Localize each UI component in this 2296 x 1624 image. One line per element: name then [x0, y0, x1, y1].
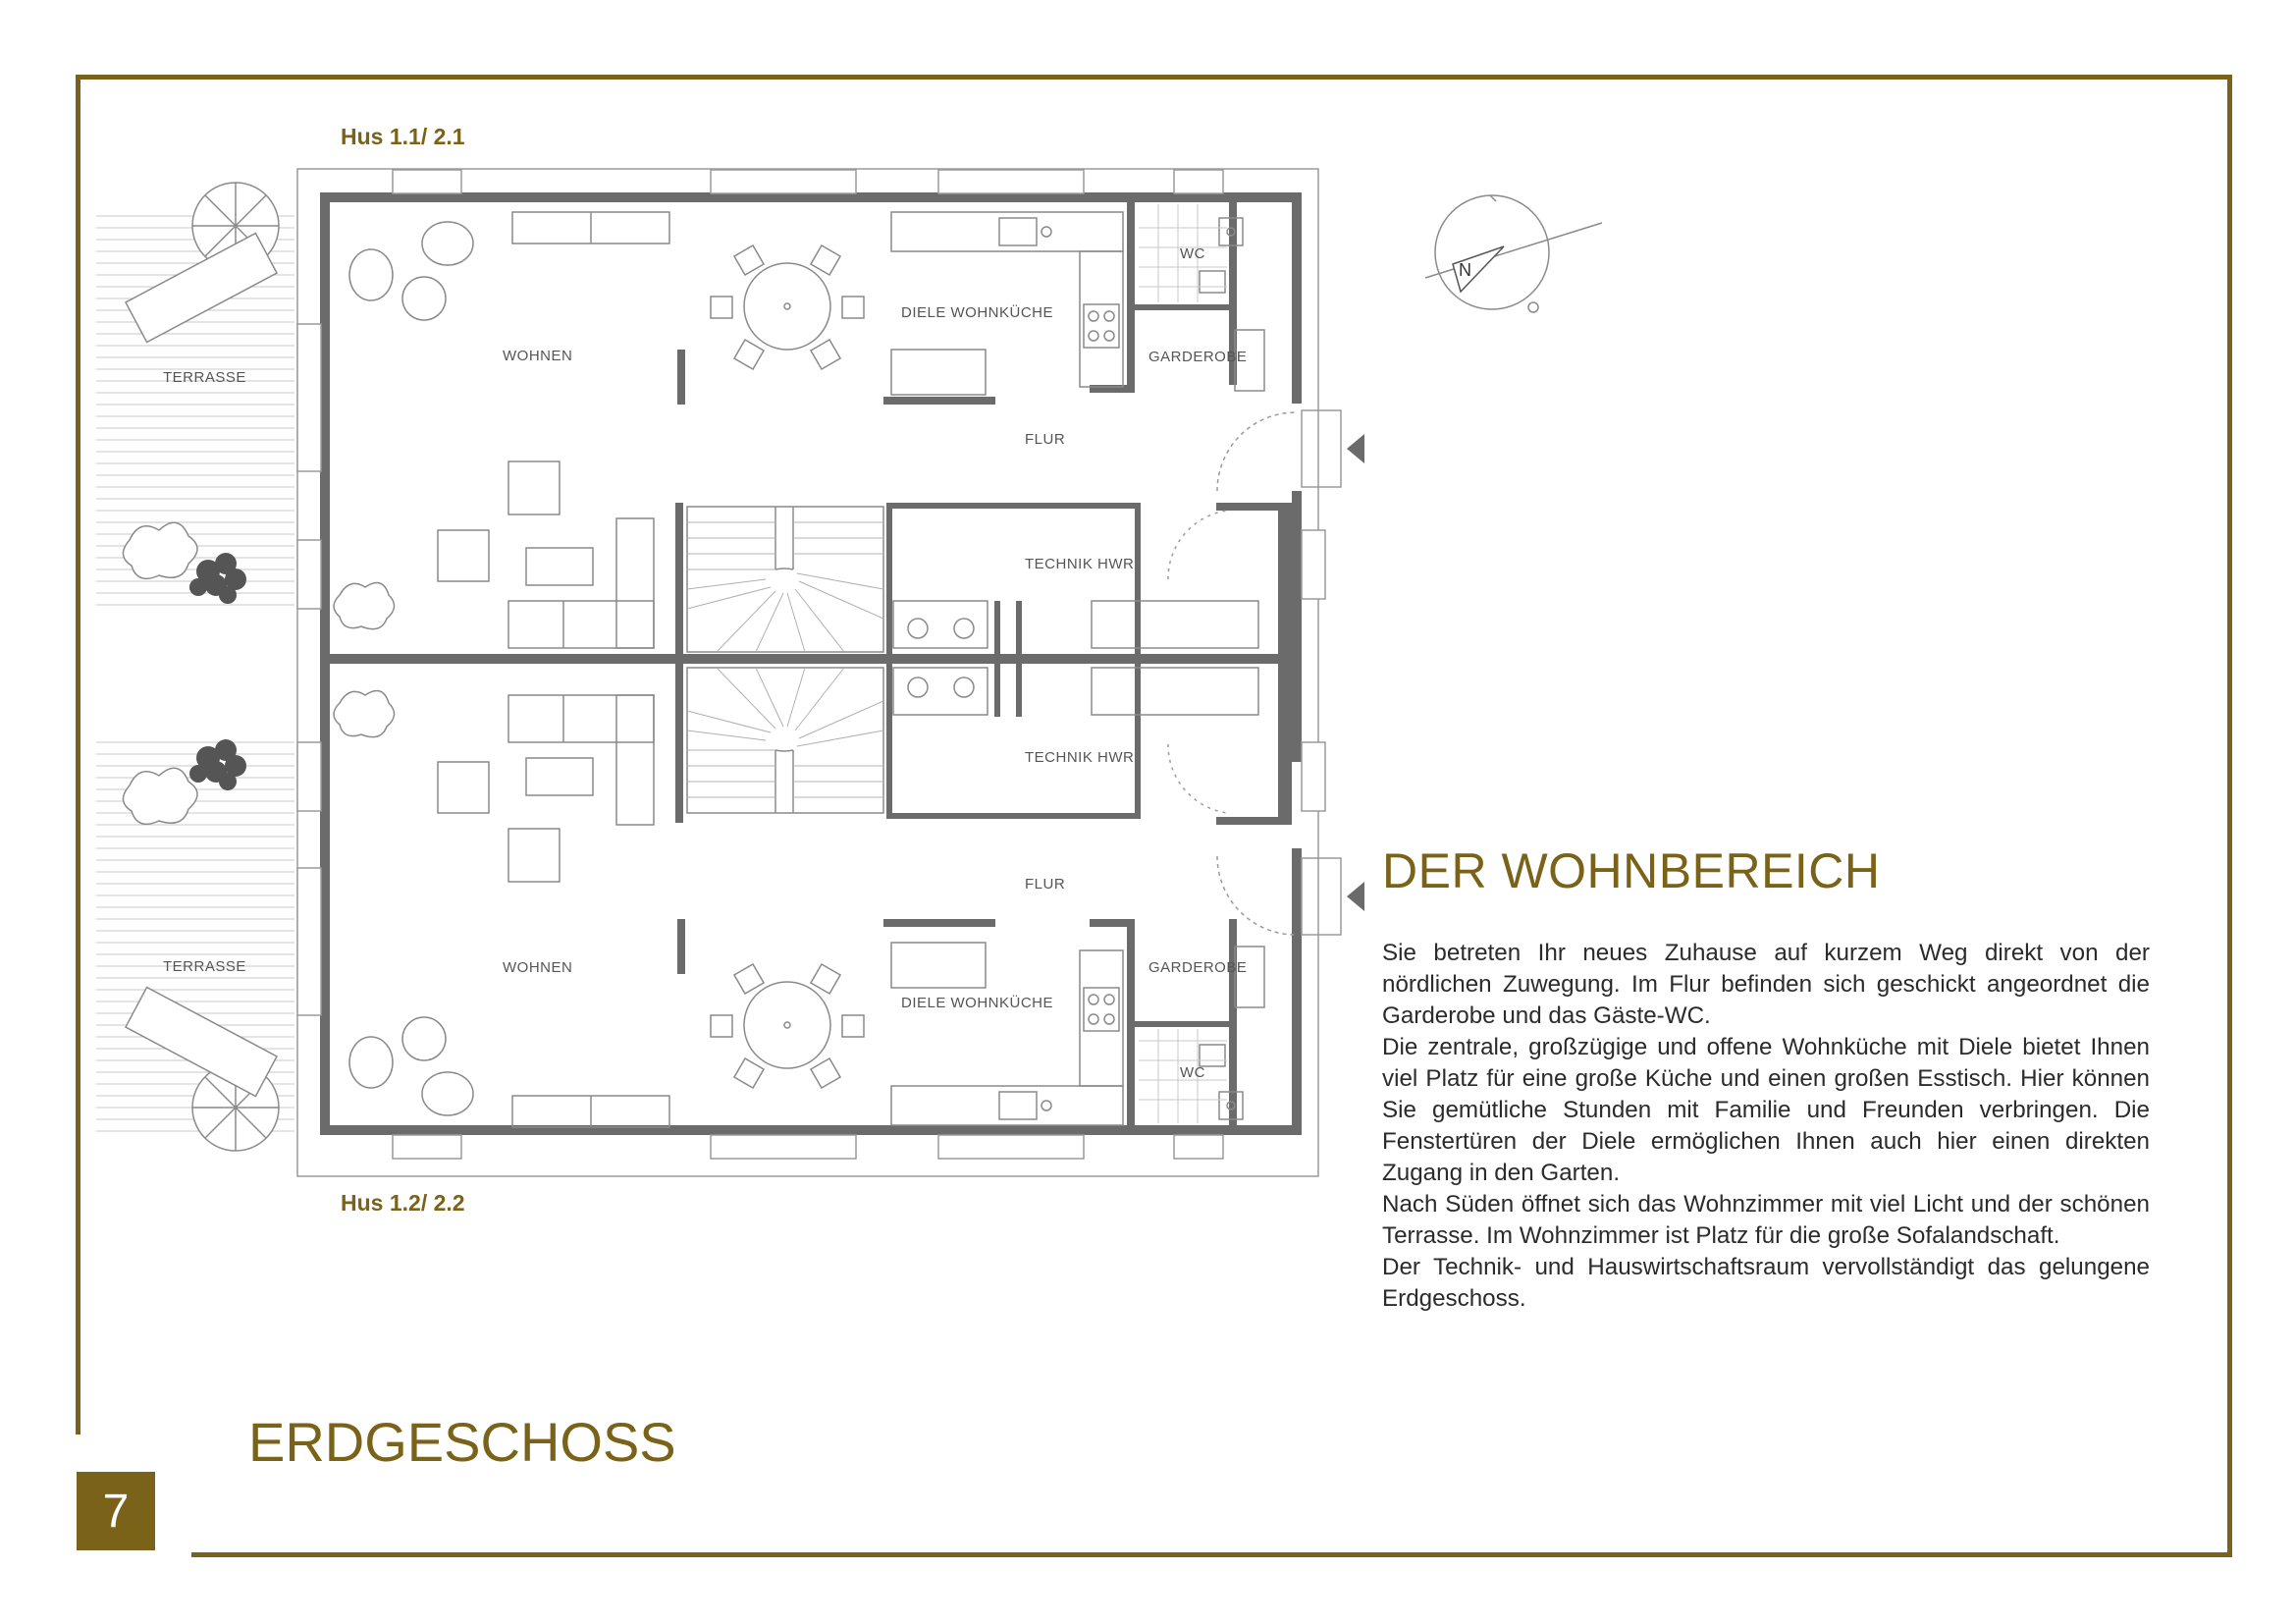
room-label-wardrobe-bottom: GARDEROBE — [1148, 959, 1248, 976]
room-label-living-bottom: WOHNEN — [503, 959, 573, 976]
page-number: 7 — [77, 1472, 155, 1550]
walls — [320, 192, 1302, 1135]
room-label-terrace-bottom: TERRASSE — [163, 958, 246, 975]
floor-plan — [88, 157, 1374, 1198]
compass-north-letter: N — [1459, 260, 1471, 280]
house-label-bottom: Hus 1.2/ 2.2 — [341, 1190, 465, 1216]
house-label-top: Hus 1.1/ 2.1 — [341, 124, 465, 149]
terrace-plants — [189, 553, 246, 790]
description-paragraph: Sie betreten Ihr neues Zuhause auf kurzem Weg direkt von der nördlichen Zuwegung. Im Flur befinden sich geschickt angeordnet die Garderobe und das Gäste-WC. — [1382, 940, 2150, 1029]
page-frame-top — [76, 75, 2232, 80]
description-paragraph: Die zentrale, großzügige und offene Wohnküche mit Diele bietet Ihnen viel Platz für eine große Küche und einen großen Esstisch. Hier können Sie gemütliche Stunden mit Familie und Freunden verbringen. Die Fenstertüren der Diele ermöglichen Ihnen auch hier einen direkten Zugang in den Garten. — [1382, 1034, 2150, 1186]
compass-icon — [1414, 182, 1610, 329]
room-label-terrace-top: TERRASSE — [163, 369, 246, 386]
page-frame-right — [2227, 75, 2232, 1557]
room-label-utility-bottom: TECHNIK HWR — [1025, 749, 1135, 766]
page-frame-bottom — [191, 1552, 2232, 1557]
room-label-hall-bottom: FLUR — [1025, 876, 1066, 893]
room-label-living-top: WOHNEN — [503, 348, 573, 364]
room-label-hall-top: FLUR — [1025, 431, 1066, 448]
entrance-arrow-top — [1347, 434, 1364, 463]
room-label-wardrobe-top: GARDEROBE — [1148, 349, 1248, 365]
room-label-wc-top: WC — [1180, 245, 1205, 262]
room-label-utility-top: TECHNIK HWR — [1025, 556, 1135, 572]
entrance-doors — [1168, 410, 1341, 935]
page-frame-left — [76, 75, 80, 1435]
description-paragraph: Der Technik- und Hauswirtschaftsraum vervollständigt das gelungene Erdgeschoss. — [1382, 1254, 2150, 1312]
floor-title: ERDGESCHOSS — [248, 1411, 676, 1473]
terrace-furniture — [123, 183, 394, 1151]
section-heading: DER WOHNBEREICH — [1382, 843, 1881, 898]
room-label-kitchen-top: DIELE WOHNKÜCHE — [901, 304, 1054, 321]
description-paragraph: Nach Süden öffnet sich das Wohnzimmer mit viel Licht und der schönen Terrasse. Im Wohnzimmer ist Platz für die große Sofalandschaft. — [1382, 1191, 2150, 1249]
windows — [297, 170, 1325, 1159]
entrance-arrow-bottom — [1347, 882, 1364, 911]
room-label-wc-bottom: WC — [1180, 1064, 1205, 1081]
room-label-kitchen-bottom: DIELE WOHNKÜCHE — [901, 995, 1054, 1011]
description-text — [1382, 938, 2150, 1315]
